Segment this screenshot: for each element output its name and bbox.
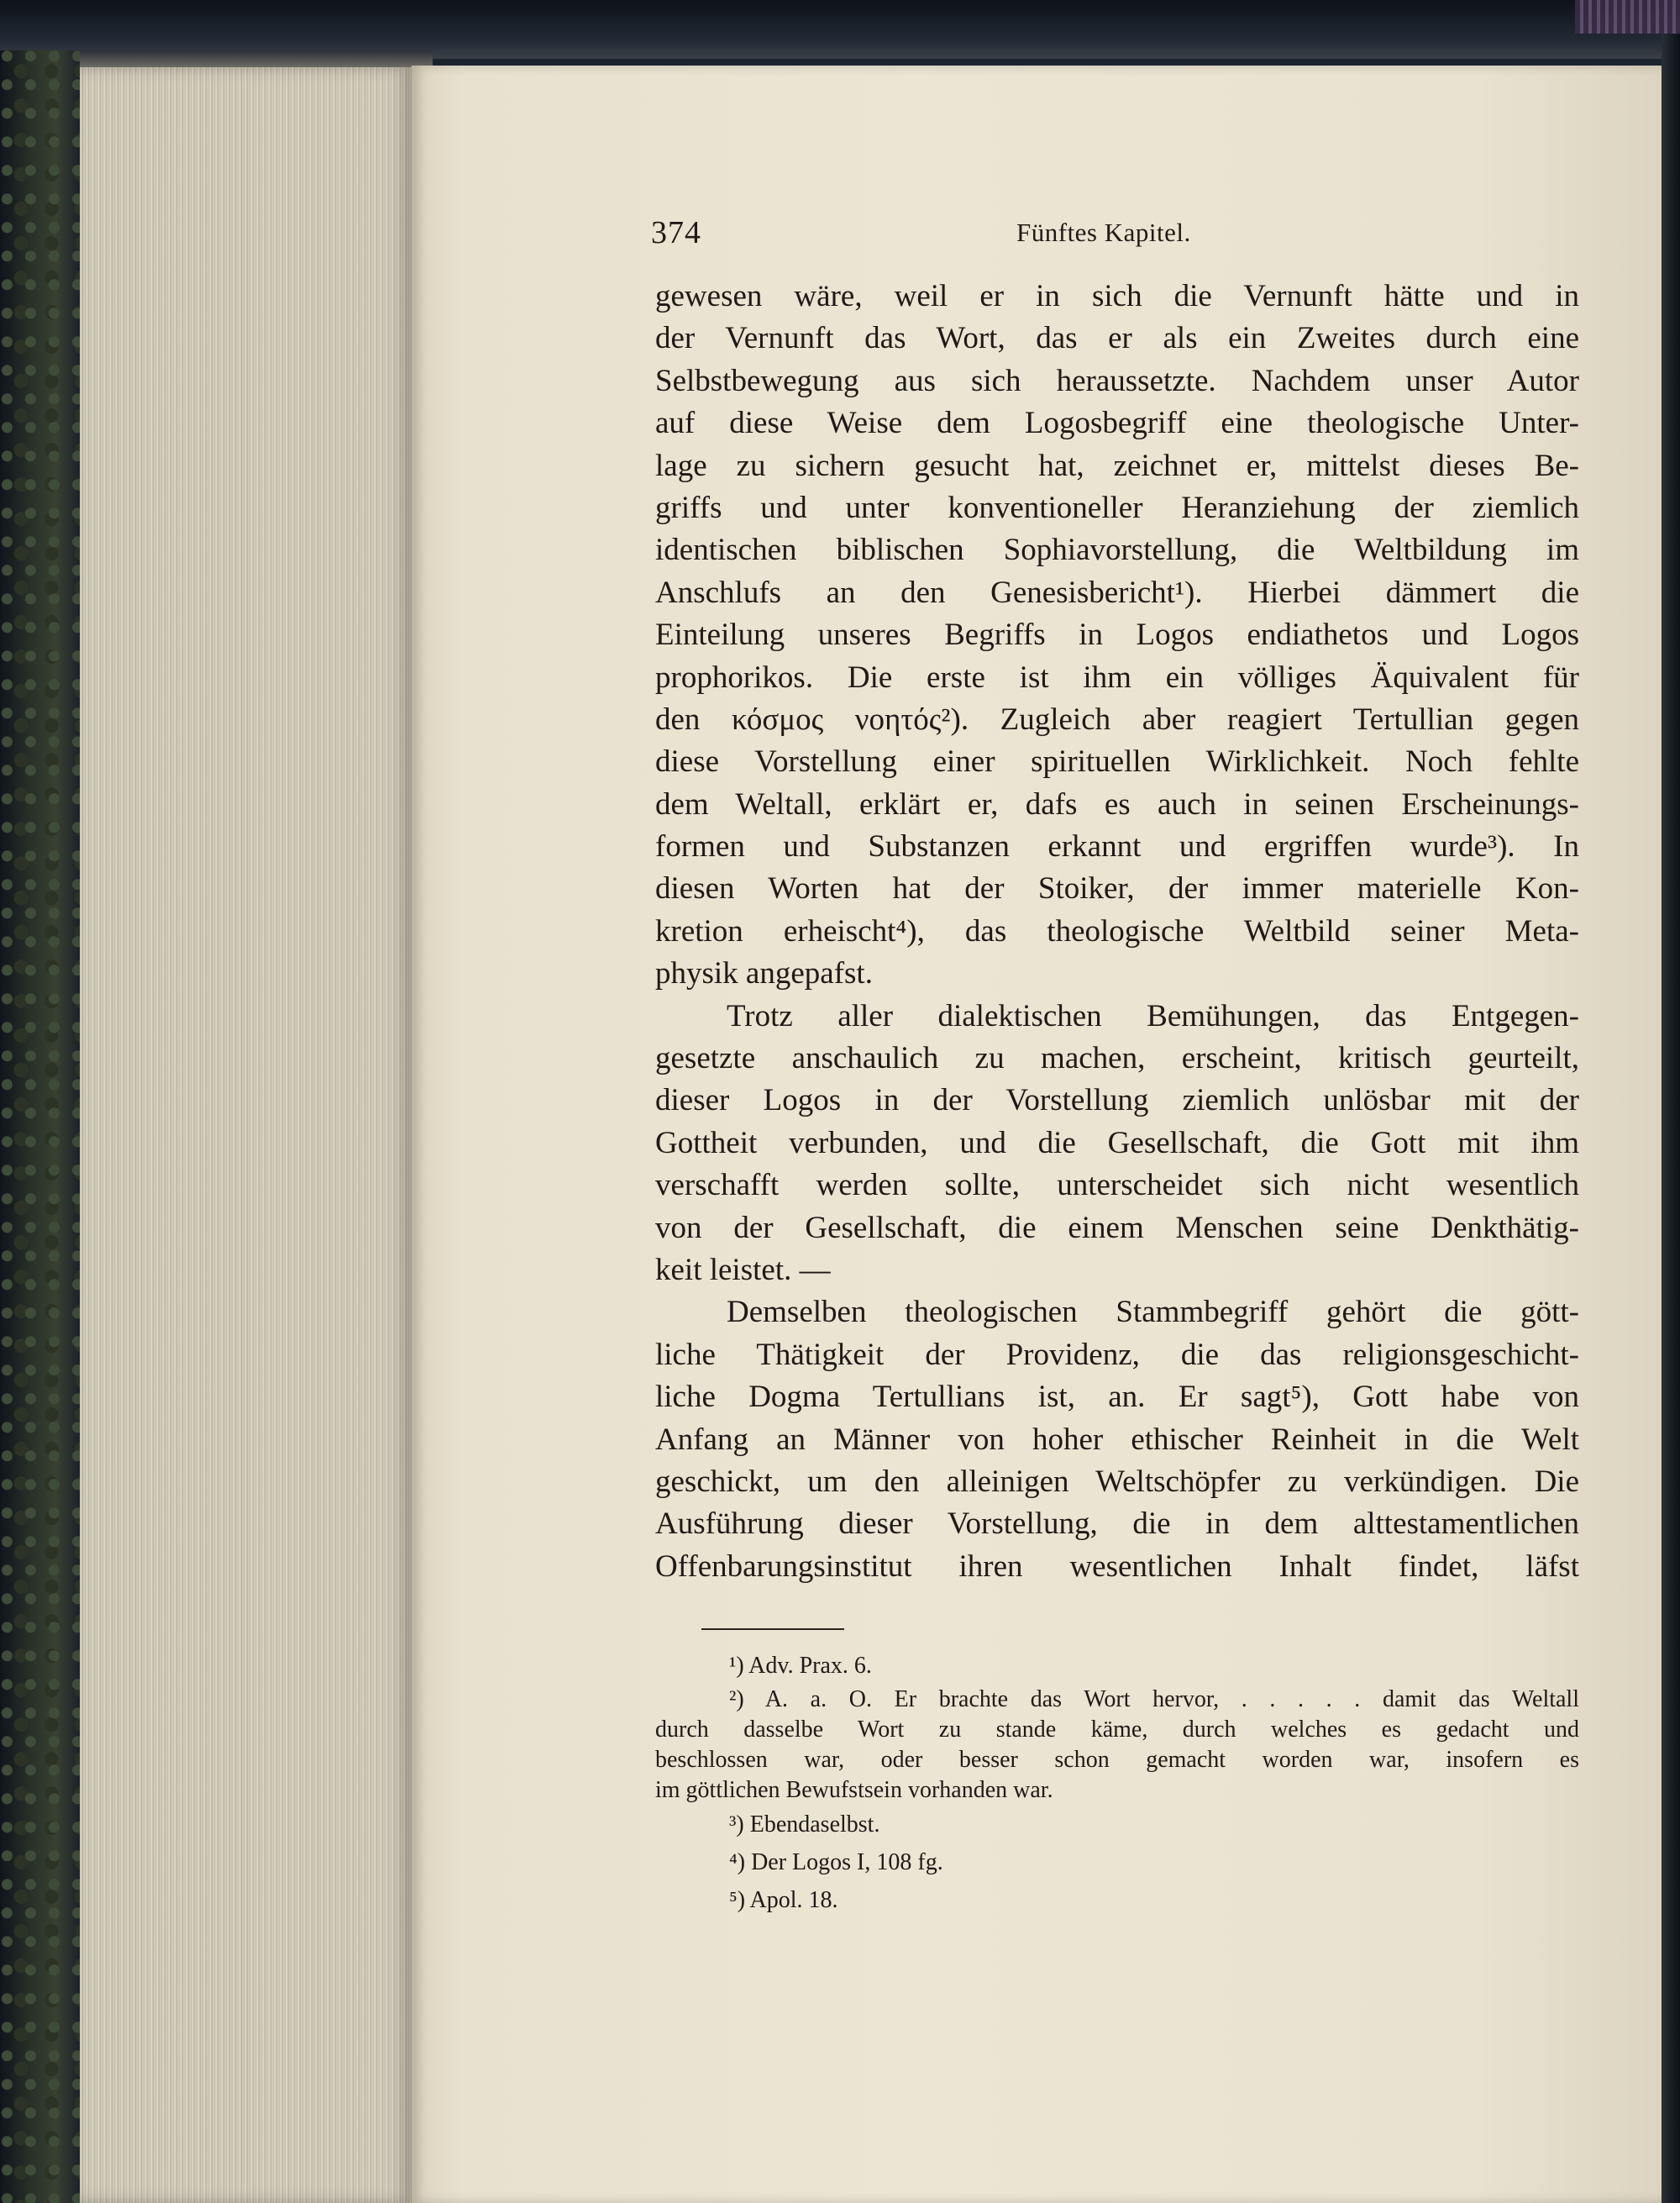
text-line: Ausführung dieser Vorstellung, die in dem alttestamentlichen bbox=[655, 1506, 1579, 1542]
text-line: verschafft werden sollte, unterscheidet sich nicht wesentlich bbox=[655, 1168, 1579, 1203]
text-line: liche Thätigkeit der Providenz, die das religionsgeschicht- bbox=[655, 1337, 1579, 1372]
text-line: diesen Worten hat der Stoiker, der immer materielle Kon- bbox=[655, 871, 1579, 907]
page-header bbox=[651, 214, 1575, 256]
text-line: Anschlufs an den Genesisbericht¹). Hierbei dämmert die bbox=[655, 575, 1579, 610]
footnote-2-line: durch dasselbe Wort zu stande käme, durch welches es gedacht und bbox=[655, 1717, 1579, 1743]
text-line: dieser Logos in der Vorstellung ziemlich unlösbar mit der bbox=[655, 1083, 1579, 1118]
text-line: auf diese Weise dem Logosbegriff eine theologische Unter- bbox=[655, 406, 1579, 441]
text-line: griffs und unter konventioneller Heranziehung der ziemlich bbox=[655, 490, 1579, 525]
text-line: Einteilung unseres Begriffs in Logos endiathetos und Logos bbox=[655, 618, 1579, 653]
text-line: Demselben theologischen Stammbegriff gehört die gött- bbox=[727, 1295, 1579, 1330]
text-line: Trotz aller dialektischen Bemühungen, das Entgegen- bbox=[727, 998, 1579, 1033]
text-line: formen und Substanzen erkannt und ergriffen wurde³). In bbox=[655, 829, 1579, 865]
text-line: Offenbarungsinstitut ihren wesentlichen Inhalt findet, läfst bbox=[655, 1548, 1579, 1584]
running-head: Fünftes Kapitel. bbox=[1016, 218, 1191, 247]
body-text bbox=[655, 276, 1579, 1588]
footnote-2-line: beschlossen war, oder besser schon gemacht worden war, insofern es bbox=[655, 1747, 1579, 1773]
text-line: gewesen wäre, weil er in sich die Vernunft hätte und in bbox=[655, 279, 1579, 313]
text-line: der Vernunft das Wort, das er als ein Zweites durch eine bbox=[655, 321, 1579, 356]
text-line: Gottheit verbunden, und die Gesellschaft, die Gott mit ihm bbox=[655, 1125, 1579, 1160]
footnote-2-line: ²) A. a. O. Er brachte das Wort hervor, . . . . . damit das Weltall bbox=[729, 1686, 1579, 1712]
text-line: Anfang an Männer von hoher ethischer Reinheit in die Welt bbox=[655, 1422, 1579, 1457]
footnote-4: ⁴) Der Logos I, 108 fg. bbox=[729, 1849, 943, 1875]
text-line: dem Weltall, erklärt er, dafs es auch in seinen Erscheinungs- bbox=[655, 786, 1579, 822]
text-line: gesetzte anschaulich zu machen, erscheint, kritisch geurteilt, bbox=[655, 1041, 1579, 1076]
text-line: von der Gesellschaft, die einem Menschen seine Denkthätig- bbox=[655, 1210, 1579, 1245]
text-line: diese Vorstellung einer spirituellen Wirklichkeit. Noch fehlte bbox=[655, 744, 1579, 780]
footnote-2-line: im göttlichen Bewufstsein vorhanden war. bbox=[655, 1777, 1053, 1803]
text-line: den κόσμος νοητός²). Zugleich aber reagiert Tertullian gegen bbox=[655, 702, 1579, 737]
text-line: lage zu sichern gesucht hat, zeichnet er, mittelst dieses Be- bbox=[655, 448, 1579, 483]
text-line: kretion erheischt⁴), das theologische Weltbild seiner Meta- bbox=[655, 913, 1579, 949]
text-line: prophorikos. Die erste ist ihm ein völliges Äquivalent für bbox=[655, 660, 1579, 695]
text-line: keit leistet. — bbox=[655, 1252, 831, 1287]
text-line: Selbstbewegung aus sich heraussetzte. Nachdem unser Autor bbox=[655, 363, 1579, 398]
footnote-divider bbox=[701, 1628, 844, 1630]
text-line: physik angepafst. bbox=[655, 956, 873, 991]
page-number: 374 bbox=[651, 215, 701, 250]
text-line: liche Dogma Tertullians ist, an. Er sagt⁵), Gott habe von bbox=[655, 1380, 1579, 1415]
footnote-5: ⁵) Apol. 18. bbox=[729, 1887, 838, 1913]
footnotes bbox=[655, 1647, 1579, 1919]
footnote-3: ³) Ebendaselbst. bbox=[729, 1811, 880, 1838]
footnote-1: ¹) Adv. Prax. 6. bbox=[729, 1653, 872, 1679]
text-line: geschickt, um den alleinigen Weltschöpfer zu verkündigen. Die bbox=[655, 1464, 1579, 1499]
text-line: identischen biblischen Sophiavorstellung, die Weltbildung im bbox=[655, 533, 1579, 568]
